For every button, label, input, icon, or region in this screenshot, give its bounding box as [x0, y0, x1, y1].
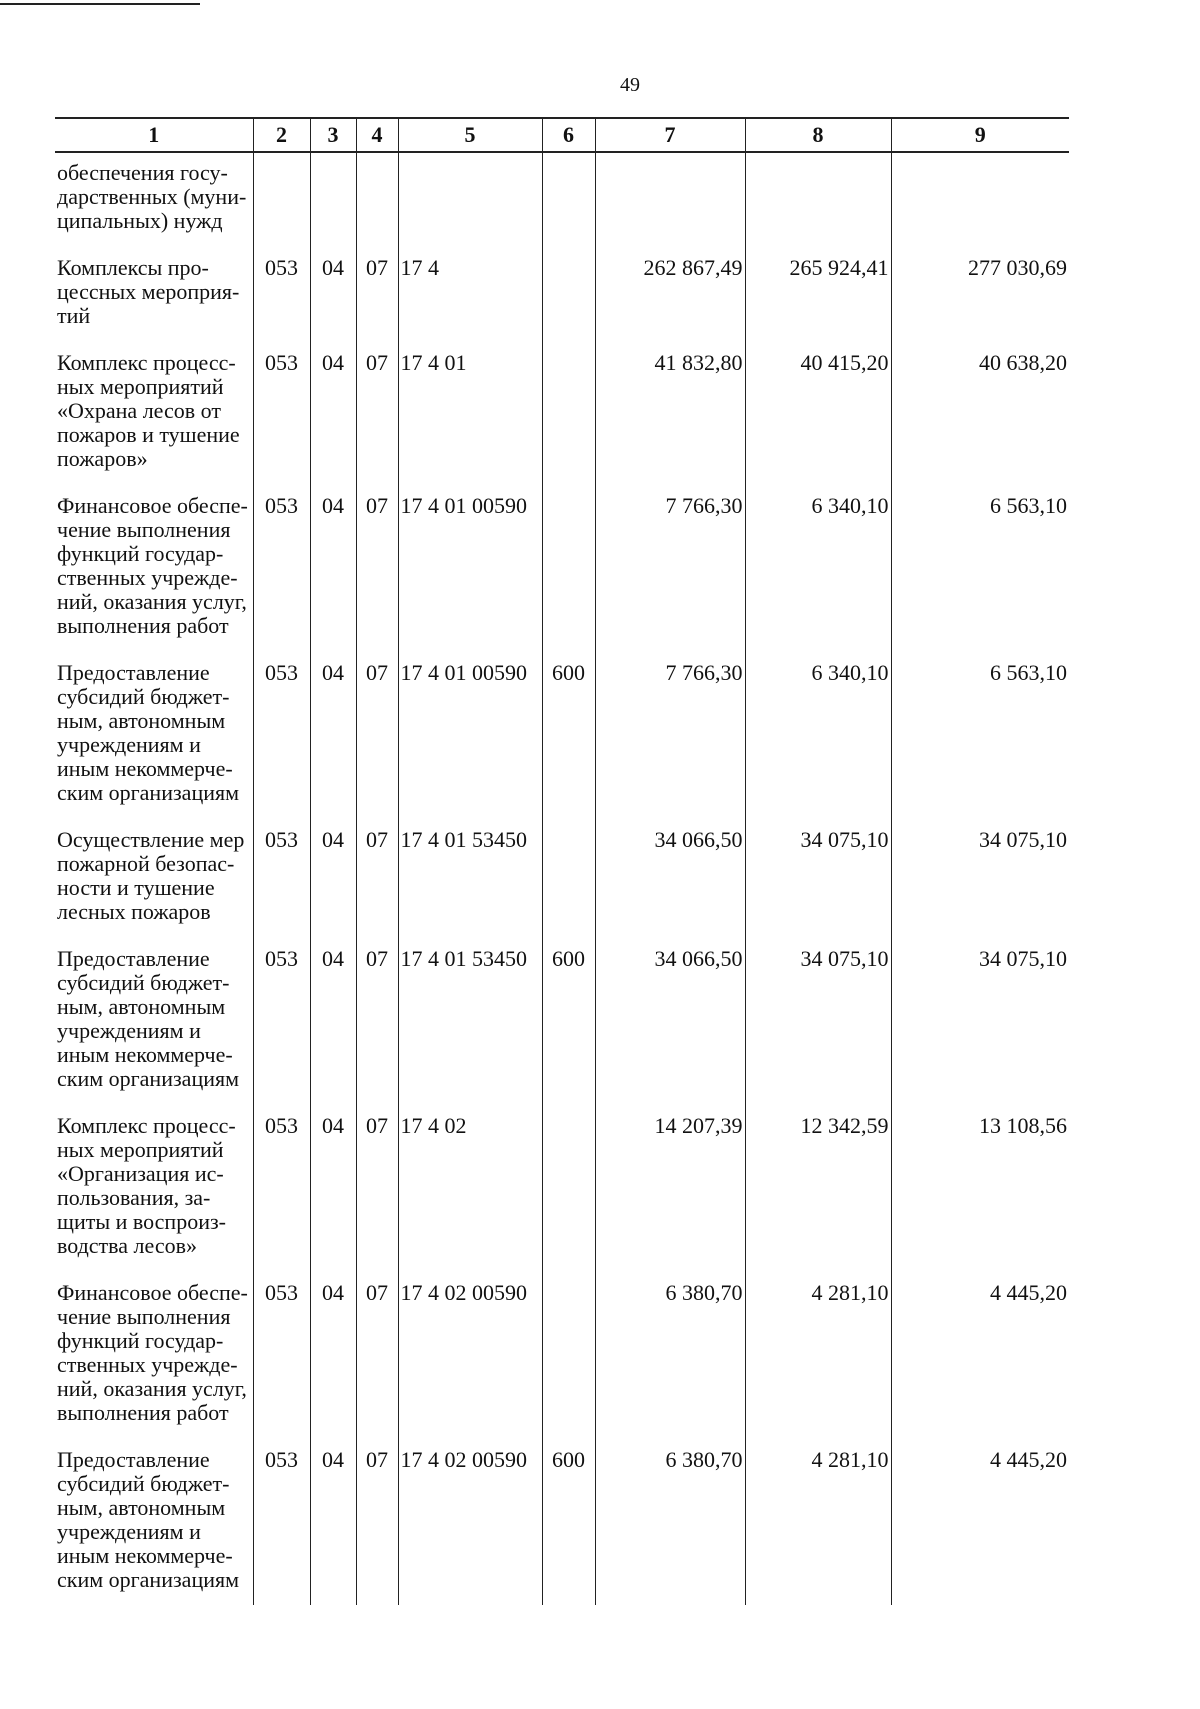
scan-edge-mark [0, 3, 200, 5]
section-code: 04 [310, 1104, 356, 1271]
ministry-code: 053 [253, 651, 310, 818]
target-article-code: 17 4 [398, 246, 542, 341]
amount-year-3: 34 075,10 [891, 818, 1069, 937]
column-header: 2 [253, 118, 310, 152]
section-code: 04 [310, 1271, 356, 1438]
amount-year-3: 34 075,10 [891, 937, 1069, 1104]
section-code: 04 [310, 1438, 356, 1605]
amount-year-2: 34 075,10 [745, 818, 891, 937]
row-description: Финансовое обеспе- чение выполнения функций государ- ственных учрежде- ний, оказания услуг, выполнения работ [55, 484, 253, 651]
amount-year-2: 40 415,20 [745, 341, 891, 484]
amount-year-2: 4 281,10 [745, 1271, 891, 1438]
column-header: 8 [745, 118, 891, 152]
subsection-code: 07 [356, 484, 398, 651]
amount-year-1: 34 066,50 [595, 818, 745, 937]
row-description: Комплексы про- цессных мероприя- тий [55, 246, 253, 341]
section-code [310, 152, 356, 246]
table-row [55, 937, 1069, 1104]
amount-year-2: 12 342,59 [745, 1104, 891, 1271]
target-article-code: 17 4 01 [398, 341, 542, 484]
amount-year-3: 6 563,10 [891, 651, 1069, 818]
ministry-code [253, 152, 310, 246]
ministry-code: 053 [253, 1271, 310, 1438]
amount-year-2 [745, 152, 891, 246]
row-description: Осуществление мер пожарной безопас- ности и тушение лесных пожаров [55, 818, 253, 937]
amount-year-1 [595, 152, 745, 246]
expense-type-code [542, 484, 595, 651]
table-row [55, 818, 1069, 937]
subsection-code: 07 [356, 651, 398, 818]
column-header: 9 [891, 118, 1069, 152]
ministry-code: 053 [253, 1104, 310, 1271]
expense-type-code [542, 1271, 595, 1438]
column-header: 3 [310, 118, 356, 152]
section-code: 04 [310, 818, 356, 937]
amount-year-1: 6 380,70 [595, 1271, 745, 1438]
table-row [55, 1104, 1069, 1271]
subsection-code: 07 [356, 1271, 398, 1438]
table-header-row [55, 118, 1069, 152]
column-header: 5 [398, 118, 542, 152]
amount-year-1: 7 766,30 [595, 484, 745, 651]
amount-year-2: 34 075,10 [745, 937, 891, 1104]
table-row [55, 341, 1069, 484]
target-article-code: 17 4 01 53450 [398, 818, 542, 937]
amount-year-3: 6 563,10 [891, 484, 1069, 651]
subsection-code [356, 152, 398, 246]
amount-year-1: 14 207,39 [595, 1104, 745, 1271]
subsection-code: 07 [356, 937, 398, 1104]
budget-table-container [55, 117, 1069, 1605]
ministry-code: 053 [253, 484, 310, 651]
row-description: Комплекс процесс- ных мероприятий «Организация ис- пользования, за- щиты и воспроиз- водства лесов» [55, 1104, 253, 1271]
row-description: Предоставление субсидий бюджет- ным, автономным учреждениям и иным некоммерче- ским организациям [55, 651, 253, 818]
section-code: 04 [310, 246, 356, 341]
subsection-code: 07 [356, 246, 398, 341]
subsection-code: 07 [356, 341, 398, 484]
amount-year-1: 262 867,49 [595, 246, 745, 341]
amount-year-1: 6 380,70 [595, 1438, 745, 1605]
page-number: 49 [620, 74, 640, 96]
expense-type-code: 600 [542, 1438, 595, 1605]
expense-type-code [542, 818, 595, 937]
subsection-code: 07 [356, 1438, 398, 1605]
expense-type-code: 600 [542, 651, 595, 818]
section-code: 04 [310, 651, 356, 818]
budget-table [55, 117, 1069, 1605]
row-description: Финансовое обеспе- чение выполнения функций государ- ственных учрежде- ний, оказания услуг, выполнения работ [55, 1271, 253, 1438]
amount-year-2: 4 281,10 [745, 1438, 891, 1605]
amount-year-1: 41 832,80 [595, 341, 745, 484]
subsection-code: 07 [356, 1104, 398, 1271]
amount-year-1: 34 066,50 [595, 937, 745, 1104]
amount-year-2: 6 340,10 [745, 484, 891, 651]
row-description: обеспечения госу- дарственных (муни- ципальных) нужд [55, 152, 253, 246]
column-header: 7 [595, 118, 745, 152]
amount-year-3: 40 638,20 [891, 341, 1069, 484]
table-row [55, 651, 1069, 818]
amount-year-3: 277 030,69 [891, 246, 1069, 341]
amount-year-3: 13 108,56 [891, 1104, 1069, 1271]
section-code: 04 [310, 937, 356, 1104]
row-description: Предоставление субсидий бюджет- ным, автономным учреждениям и иным некоммерче- ским организациям [55, 937, 253, 1104]
target-article-code: 17 4 01 00590 [398, 484, 542, 651]
column-header: 1 [55, 118, 253, 152]
amount-year-1: 7 766,30 [595, 651, 745, 818]
ministry-code: 053 [253, 1438, 310, 1605]
ministry-code: 053 [253, 937, 310, 1104]
target-article-code: 17 4 01 00590 [398, 651, 542, 818]
table-row [55, 246, 1069, 341]
amount-year-3: 4 445,20 [891, 1438, 1069, 1605]
table-row [55, 484, 1069, 651]
table-row [55, 1438, 1069, 1605]
ministry-code: 053 [253, 341, 310, 484]
amount-year-2: 265 924,41 [745, 246, 891, 341]
expense-type-code [542, 341, 595, 484]
column-header: 4 [356, 118, 398, 152]
target-article-code: 17 4 02 [398, 1104, 542, 1271]
row-description: Комплекс процесс- ных мероприятий «Охрана лесов от пожаров и тушение пожаров» [55, 341, 253, 484]
ministry-code: 053 [253, 818, 310, 937]
section-code: 04 [310, 484, 356, 651]
amount-year-3: 4 445,20 [891, 1271, 1069, 1438]
ministry-code: 053 [253, 246, 310, 341]
expense-type-code: 600 [542, 937, 595, 1104]
target-article-code: 17 4 01 53450 [398, 937, 542, 1104]
subsection-code: 07 [356, 818, 398, 937]
target-article-code: 17 4 02 00590 [398, 1438, 542, 1605]
expense-type-code [542, 152, 595, 246]
table-row [55, 152, 1069, 246]
table-row [55, 1271, 1069, 1438]
section-code: 04 [310, 341, 356, 484]
expense-type-code [542, 1104, 595, 1271]
target-article-code [398, 152, 542, 246]
expense-type-code [542, 246, 595, 341]
amount-year-3 [891, 152, 1069, 246]
target-article-code: 17 4 02 00590 [398, 1271, 542, 1438]
amount-year-2: 6 340,10 [745, 651, 891, 818]
column-header: 6 [542, 118, 595, 152]
row-description: Предоставление субсидий бюджет- ным, автономным учреждениям и иным некоммерче- ским организациям [55, 1438, 253, 1605]
